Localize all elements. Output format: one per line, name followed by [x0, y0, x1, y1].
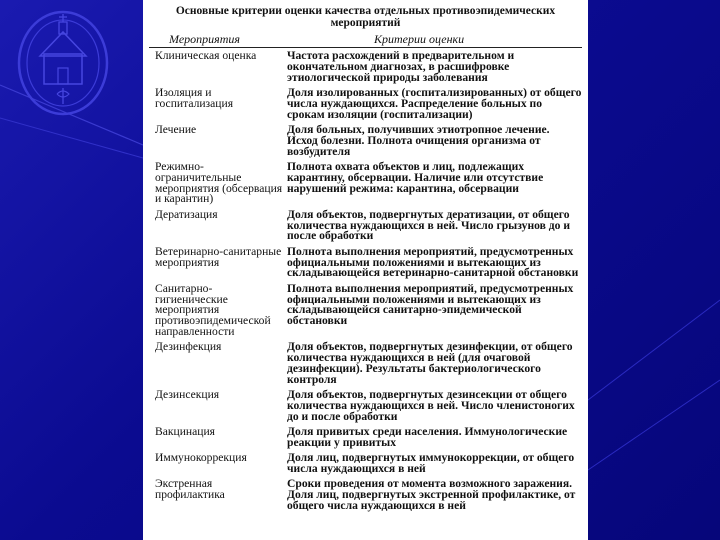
- table-row: [149, 284, 582, 343]
- measure-cell: Изоляция и госпитализация: [155, 85, 234, 110]
- column-header-measures: Мероприятия: [169, 32, 240, 46]
- measure-cell: Ветеринарно-санитарные мероприятия: [155, 244, 282, 269]
- table-row: [149, 342, 582, 390]
- criteria-cell: Доля лиц, подвергнутых иммунокоррекции, от общего числа нуждающихся в ней: [287, 451, 575, 476]
- table-row: [149, 453, 582, 479]
- criteria-cell: Частота расхождений в предварительном и окончательном диагнозах, в расшифровке этиологической природы заболевания: [287, 49, 515, 84]
- document-title: Основные критерии оценки качества отдельных противоэпидемических мероприятий: [175, 5, 556, 29]
- table-row: [149, 162, 582, 210]
- criteria-cell: Полнота охвата объектов и лиц, подлежащих карантину, обсервации. Наличие или отсутствие нарушений режима: карантина, обсервации: [287, 159, 544, 195]
- criteria-cell: Доля объектов, подвергнутых дератизации, от общего количества нуждающихся в ней. Число грызунов до и после обработки: [287, 207, 571, 243]
- criteria-cell: Доля привитых среди населения. Иммунологические реакции у привитых: [287, 425, 568, 449]
- table-row: [149, 427, 582, 453]
- table-row: [149, 247, 582, 284]
- criteria-cell: Полнота выполнения мероприятий, предусмотренных официальными положениями и вытекающих из складывающейся ветеринарно-санитарной обстановки: [287, 244, 579, 280]
- measure-cell: Иммунокоррекция: [155, 451, 247, 465]
- measure-cell: Санитарно-гигиенические мероприятия противоэпидемической направленности: [155, 281, 271, 338]
- university-emblem-icon: [14, 8, 112, 118]
- criteria-cell: Доля изолированных (госпитализированных) от общего числа нуждающихся. Распределение больных по срокам изоляции (госпитализации): [287, 85, 582, 121]
- criteria-cell: Доля объектов, подвергнутых дезинфекции, от общего количества нуждающихся в ней (для очаговой дезинфекции). Результаты бактериологического контроля: [287, 340, 573, 386]
- column-header-criteria: Критерии оценки: [374, 32, 465, 46]
- criteria-cell: Доля больных, получивших этиотропное лечение. Исход болезни. Полнота очищения организма от возбудителя: [287, 122, 550, 158]
- table-row: [149, 210, 582, 247]
- criteria-table: [149, 51, 582, 516]
- table-row: [149, 390, 582, 427]
- table-row: [149, 479, 582, 516]
- criteria-cell: Сроки проведения от момента возможного заражения. Доля лиц, подвергнутых экстренной профилактике, от общего числа нуждающихся в ней: [287, 477, 576, 513]
- criteria-cell: Доля объектов, подвергнутых дезинсекции от общего количества нуждающихся в ней. Число членистоногих до и после обработки: [287, 388, 575, 423]
- measure-cell: Вакцинация: [155, 425, 216, 439]
- table-header: [149, 32, 582, 48]
- measure-cell: Экстренная профилактика: [155, 477, 225, 502]
- document-page: [143, 0, 588, 540]
- measure-cell: Лечение: [155, 122, 197, 136]
- table-row: [149, 51, 582, 88]
- measure-cell: Дезинфекция: [155, 340, 222, 354]
- criteria-cell: Полнота выполнения мероприятий, предусмотренных официальными положениями и вытекающих из складывающейся санитарно-эпидемической обстановки: [287, 281, 574, 328]
- measure-cell: Дезинсекция: [155, 388, 220, 402]
- table-row: [149, 88, 582, 125]
- measure-cell: Дератизация: [155, 207, 218, 221]
- measure-cell: Режимно-ограничительные мероприятия (обсервация и карантин): [155, 159, 283, 206]
- table-row: [149, 125, 582, 162]
- measure-cell: Клиническая оценка: [155, 49, 257, 62]
